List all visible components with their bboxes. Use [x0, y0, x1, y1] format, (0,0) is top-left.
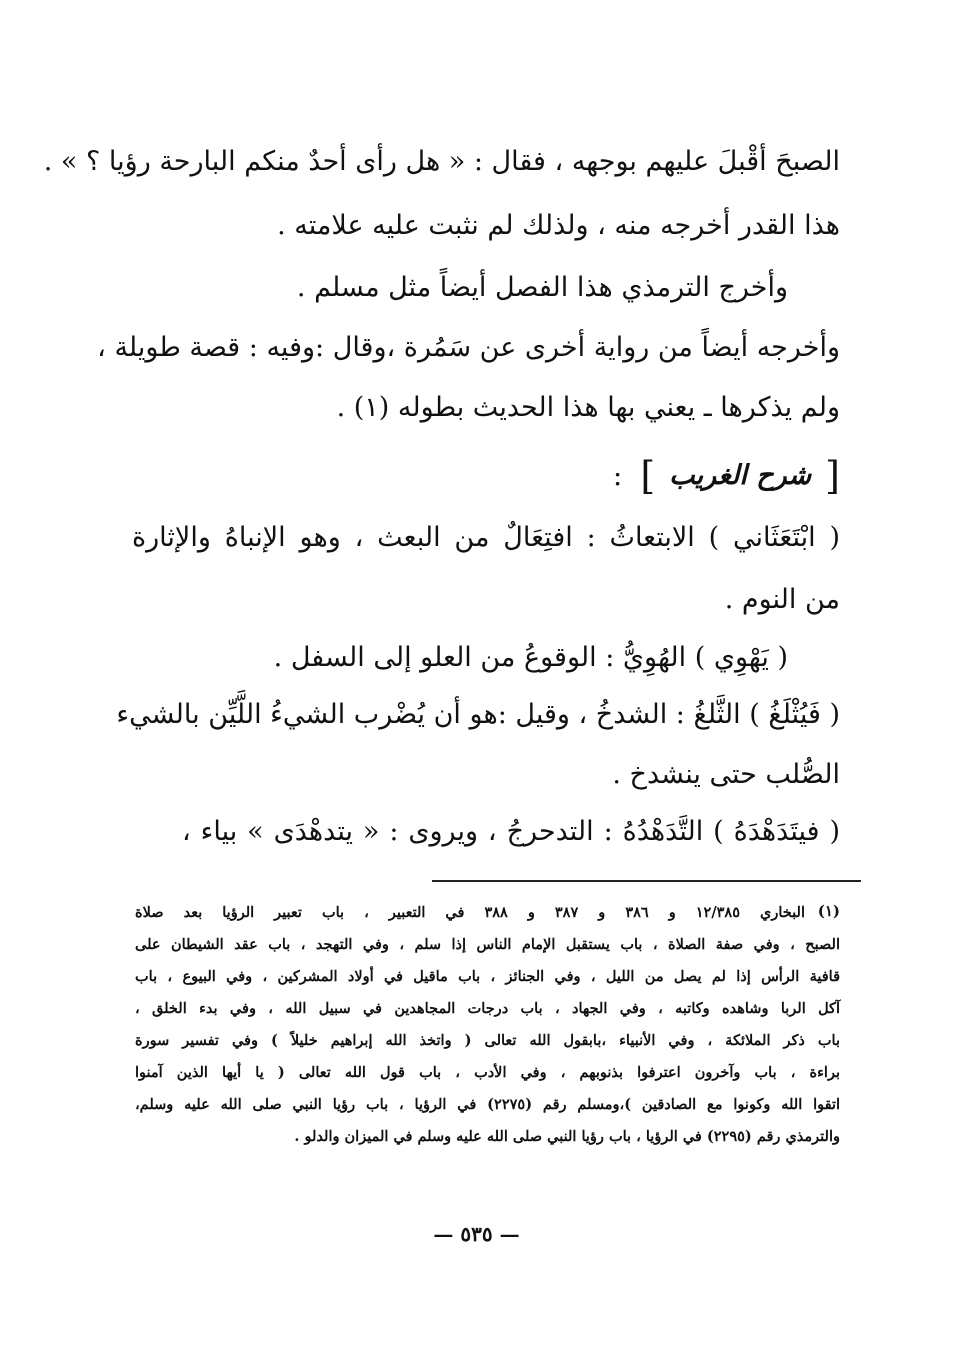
page-number: — ٥٣٥ —	[433, 1222, 520, 1246]
gloss-line-6: ( فيتَدَهْدَهُ ) التَّدَهْدُهُ : التدحرجُ ، ويروى : « يتدهْدَى » بياء ،	[182, 816, 840, 847]
section-heading	[613, 452, 840, 498]
body-line-5: ولم يذكرها ـ يعني بها هذا الحديث بطوله (١) .	[336, 392, 840, 423]
heading-title: شرح الغريب	[669, 459, 812, 491]
heading-close-bracket: ]	[640, 453, 656, 498]
footnote-separator	[432, 880, 861, 882]
footnote-line-2: الصبح ، وفي صفة الصلاة ، باب يستقبل الإمام الناس إذا سلم ، وفي التهجد ، باب عقد الشيطان على	[135, 936, 840, 953]
heading-colon: :	[612, 458, 623, 492]
gloss-line-2: من النوم .	[724, 584, 840, 615]
gloss-line-5: الصُّلب حتى ينشدخ .	[612, 759, 840, 790]
footnote-marker: (١)	[817, 902, 840, 920]
footnote-line-1: البخاري ١٢/٣٨٥ و ٣٨٦ و ٣٨٧ و ٣٨٨ في التعبير ، باب تعبير الرؤيا بعد صلاة	[135, 904, 805, 921]
footnote-line-5: باب ذكر الملائكة ، وفي الأنبياء ،بابقول الله تعالى ( واتخذ الله إبراهيم خليلاً ) وفي تفسير سورة	[135, 1032, 840, 1049]
gloss-line-3: ( يَهْوِي ) الهُوِيُّ : الوقوعُ من العلو إلى السفل .	[273, 642, 788, 673]
body-line-2: هذا القدر أخرجه منه ، ولذلك لم نثبت عليه علامته .	[277, 210, 840, 241]
heading-open-bracket: [	[825, 453, 840, 498]
footnote-line-7: اتقوا الله وكونوا مع الصادقين )،ومسلم رقم (٢٢٧٥) في الرؤيا ، باب رؤيا النبي صلى الله عليه وسلم،	[135, 1096, 841, 1113]
gloss-line-4: ( فَيُثْلَغُ ) الثَّلغُ : الشدخُ ، وقيل :هو أن يُضْرب الشيءُ اللَّيِّن بالشيء	[116, 699, 840, 730]
body-line-3: وأخرج الترمذي هذا الفصل أيضاً مثل مسلم .	[296, 272, 788, 303]
footnote-line-6: براءة ، باب وآخرون اعترفوا بذنوبهم ، وفي الأدب ، باب قول الله تعالى ( يا أيها الذين آمنوا	[135, 1064, 840, 1081]
body-line-4: وأخرجه أيضاً من رواية أخرى عن سَمُرة ،وقال :وفيه : قصة طويلة ،	[97, 332, 840, 363]
body-line-1: الصبحَ أقْبلَ عليهم بوجهه ، فقال : « هل رأى أحدٌ منكم البارحة رؤيا ؟ » .	[43, 146, 840, 177]
gloss-line-1: ( ابْتَعَثَاني ) الابتعاثُ : افتِعَالٌ من البعث ، وهو الإنباهُ والإثارة	[132, 522, 840, 553]
footnote-line-3: قافية الرأس إذا لم يصل من الليل ، وفي الجنائز ، باب ماقيل في أولاد المشركين ، وفي البيوع ، باب	[135, 968, 840, 985]
footnote-line-8: والترمذي رقم (٢٢٩٥) في الرؤيا ، باب رؤيا النبي صلى الله عليه وسلم في الميزان والدلو .	[294, 1128, 840, 1145]
footnote-line-4: آكل الربا وشاهده وكاتبه ، وفي الجهاد ، باب درجات المجاهدين في سبيل الله ، وفي بدء الخلق ،	[135, 1000, 840, 1017]
